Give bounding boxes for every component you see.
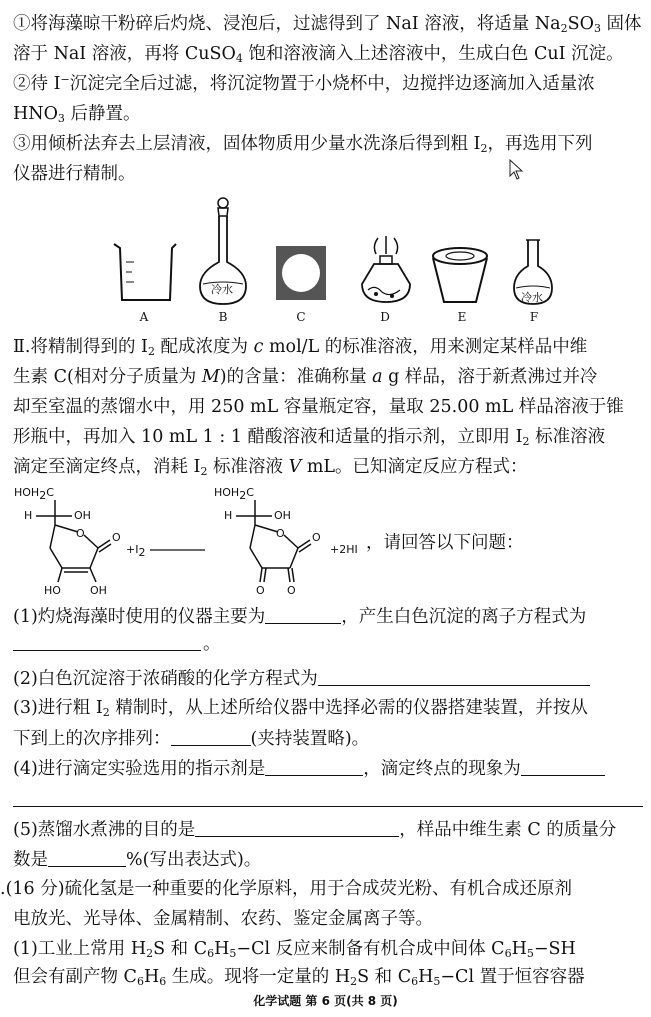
label-plus-i2: $+I_2$: [126, 543, 146, 559]
label-ho-1: HO: [44, 584, 61, 597]
q5-line1: (5)蒸馏水煮沸的目的是 ，样品中维生素 C 的质量分: [13, 820, 617, 840]
p17-line4: 但会有副产物 $C_6H_6$ 生成。现将一定量的 $H_2S$ 和 $C_6H_5-Cl$ 置于恒容容器: [13, 967, 585, 988]
label-o-keto-2: O: [287, 584, 296, 597]
cold-water-label-b: 冷水: [211, 283, 233, 296]
step1-line2: 溶于 NaI 溶液，再将 CuSO$_4$ 饱和溶液滴入上述溶液中，生成白色 CuI 沉淀。: [13, 44, 624, 65]
label-oh-3: OH: [274, 509, 291, 522]
cold-water-label-f: 冷水: [521, 291, 543, 304]
step3-line1: ③用倾析法弃去上层清液，固体物质用少量水洗涤后得到粗 $I_2$，再选用下列: [13, 134, 593, 155]
label-hoh2c-2: $HOH_2C$: [214, 486, 254, 502]
part2-line4: 形瓶中，再加入 10 mL 1 : 1 醋酸溶液和适量的指示剂，立即用 $I_2$ 标准溶液: [13, 427, 606, 448]
label-h-2: H: [224, 509, 233, 522]
q1-line1: (1)灼烧海藻时使用的仪器主要为 ，产生白色沉淀的离子方程式为: [13, 607, 587, 627]
step2-line2: $HNO_3$ 后静置。: [13, 104, 141, 125]
reaction-tail: ，请回答以下问题：: [366, 533, 524, 553]
label-h-1: H: [24, 509, 33, 522]
part2-line1: Ⅱ.将精制得到的 $I_2$ 配成浓度为 c mol/L 的标准溶液，用来测定某样品中维: [13, 337, 588, 358]
q4-line1: (4)进行滴定实验选用的指示剂是 ，滴定终点的现象为: [13, 757, 605, 780]
q1-end: 。: [203, 634, 221, 654]
p17-line1: .(16 分)硫化氢是一种重要的化学原料，用于合成荧光粉、有机合成还原剂: [0, 879, 573, 899]
q4-blank-continued[interactable]: [13, 806, 643, 807]
q3-line1: (3)进行粗 $I_2$ 精制时，从上述所给仪器中选择必需的仪器搭建装置，并按从: [13, 698, 588, 719]
part2-line2: 生素 C(相对分子质量为 M)的含量：准确称量 a g 样品，溶于新煮沸过并冷: [13, 367, 598, 387]
label-o-keto-1: O: [256, 584, 265, 597]
label-o-ring-1: O: [76, 527, 85, 540]
q3-line2: 下到上的次序排列： (夹持装置略)。: [13, 729, 370, 749]
label-o-carbonyl-1: O: [112, 531, 121, 544]
label-hoh2c-1: $HOH_2C$: [14, 486, 54, 502]
label-a: A: [139, 310, 149, 324]
label-plus-2hi: +2HI: [330, 543, 358, 556]
q2-blank[interactable]: [318, 667, 590, 686]
label-e: E: [457, 310, 467, 324]
q1-blank-equation[interactable]: [13, 650, 201, 651]
q1-blank-instrument[interactable]: [265, 605, 341, 624]
q3-blank[interactable]: [171, 727, 251, 746]
p17-line2: 电放光、光导体、金属精制、农药、鉴定金属离子等。: [13, 909, 433, 929]
q5-line2: 数是 %(写出表达式)。: [13, 850, 262, 870]
label-oh-2: OH: [90, 584, 107, 597]
step3-line2: 仪器进行精制。: [13, 164, 136, 184]
label-b: B: [218, 310, 228, 324]
part2-line5: 滴定至滴定终点，消耗 $I_2$ 标准溶液 V mL。已知滴定反应方程式：: [13, 457, 528, 478]
step2-line1: ②待 I−沉淀完全后过滤，将沉淀物置于小烧杯中，边搅拌边逐滴加入适量浓: [13, 73, 595, 94]
label-o-ring-2: O: [276, 527, 285, 540]
q4-blank-indicator[interactable]: [265, 757, 363, 776]
q5-blank-expression[interactable]: [48, 848, 126, 867]
step1-line1: ①将海藻晾干粉碎后灼烧、浸泡后，过滤得到了 NaI 溶液，将适量 $Na_2SO_3$ 固体: [13, 14, 642, 35]
label-c: C: [296, 310, 306, 324]
page-footer: 化学试题 第 6 页(共 8 页): [253, 994, 398, 1008]
p17-line3: (1)工业上常用 $H_2S$ 和 $C_6H_5-Cl$ 反应来制备有机合成中间体 $C_6H_5-SH$: [13, 939, 576, 960]
part2-line3: 却至室温的蒸馏水中，用 250 mL 容量瓶定容，量取 25.00 mL 样品溶液于锥: [13, 397, 624, 417]
q2-line: (2)白色沉淀溶于浓硝酸的化学方程式为: [13, 667, 590, 690]
label-o-carbonyl-2: O: [312, 531, 321, 544]
label-f: F: [529, 310, 539, 324]
label-d: D: [380, 310, 390, 324]
label-oh-1: OH: [74, 509, 91, 522]
q5-blank-purpose[interactable]: [195, 818, 399, 837]
q4-blank-phenomenon[interactable]: [521, 757, 605, 776]
